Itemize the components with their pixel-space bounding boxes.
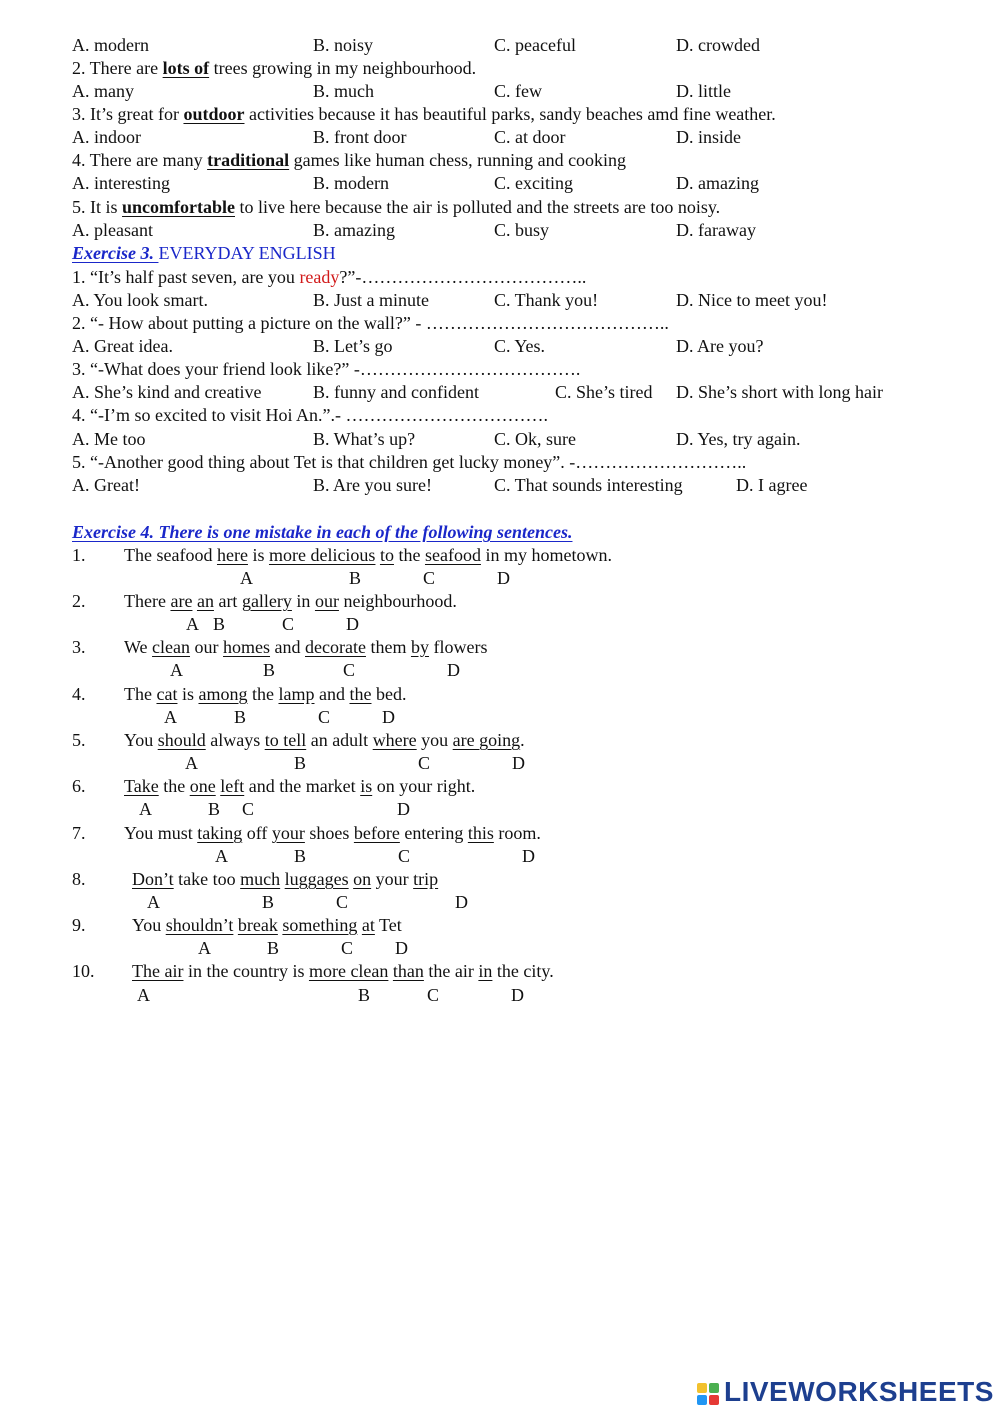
- option-c-segment: than: [392, 961, 424, 981]
- ex3-q1-option-a: A. You look smart.: [72, 290, 209, 310]
- ex4-s5-letter-a: A: [185, 753, 198, 773]
- ex2-q1-option-a: A. modern: [72, 35, 149, 55]
- option-d-segment: in: [478, 961, 493, 981]
- seg: is: [177, 684, 199, 704]
- ex4-s2-letter-c: C: [282, 614, 295, 634]
- ex2-q4-option-c: C. exciting: [494, 173, 573, 193]
- seg: neighbourhood.: [338, 591, 457, 611]
- option-b-segment: one: [189, 776, 216, 796]
- ex2-q1-option-d: D. crowded: [676, 35, 760, 55]
- ex2-q1-option-c: C. peaceful: [494, 35, 576, 55]
- ex2-question-4: [72, 149, 626, 171]
- seg: is: [247, 545, 269, 565]
- option-b-segment: break: [237, 915, 278, 935]
- ex3-q2-option-c: C. Yes.: [494, 336, 546, 356]
- option-a-segment: should: [157, 730, 206, 750]
- key-word: outdoor: [183, 104, 245, 124]
- ex2-q2-option-c: C. few: [494, 81, 542, 101]
- ex4-s9-letter-a: A: [198, 938, 211, 958]
- option-d-segment: at: [361, 915, 375, 935]
- ex4-s4-letter-b: B: [234, 707, 247, 727]
- ex2-q3-option-a: A. indoor: [72, 127, 141, 147]
- ex2-question-2: [72, 57, 476, 79]
- ex4-s6-letter-d: D: [397, 799, 410, 819]
- seg: You: [132, 915, 166, 935]
- ex4-s9-letter-b: B: [267, 938, 280, 958]
- option-d-segment: by: [410, 637, 429, 657]
- ex3-question-2: 2. “- How about putting a picture on the wall?” - …………………………………..: [72, 313, 669, 333]
- ex3-q5-option-a: A. Great!: [72, 475, 140, 495]
- ex4-s2-letter-d: D: [346, 614, 359, 634]
- ex4-s9-letter-c: C: [341, 938, 354, 958]
- option-c-segment: to: [379, 545, 394, 565]
- liveworksheets-logo-icon: [697, 1381, 721, 1407]
- option-d-segment: seafood: [424, 545, 481, 565]
- ex4-s10-letter-c: C: [427, 985, 440, 1005]
- option-b-segment: homes: [223, 637, 271, 657]
- exercise-3-title: EVERYDAY ENGLISH: [158, 243, 336, 263]
- ex4-number-8: 8.: [72, 869, 86, 889]
- seg: and: [314, 684, 350, 704]
- ex4-s5-letter-d: D: [512, 753, 525, 773]
- ex2-question-3: [72, 103, 776, 125]
- ex4-s6-letter-b: B: [208, 799, 221, 819]
- key-word: traditional: [207, 150, 290, 170]
- ex4-sentence-6: [124, 775, 475, 797]
- seg: always: [205, 730, 265, 750]
- ex4-s10-letter-b: B: [358, 985, 371, 1005]
- ex3-q3-option-c: C. She’s tired: [555, 382, 653, 402]
- option-a-segment: The air: [132, 961, 184, 981]
- ex4-number-4: 4.: [72, 684, 86, 704]
- ex4-sentence-4: [124, 683, 406, 705]
- ex3-q5-option-d: D. I agree: [736, 475, 808, 495]
- ex4-sentence-10: [132, 960, 554, 982]
- ex4-s8-letter-c: C: [336, 892, 349, 912]
- option-c-segment: before: [353, 823, 400, 843]
- ex3-q1-option-b: B. Just a minute: [313, 290, 429, 310]
- option-b-segment: more clean: [308, 961, 389, 981]
- ex3-q4-option-d: D. Yes, try again.: [676, 429, 801, 449]
- ex4-sentence-8: [132, 868, 438, 890]
- option-c-segment: gallery: [241, 591, 292, 611]
- ex4-s5-letter-c: C: [418, 753, 431, 773]
- q-text: ?”-………………………………..: [339, 267, 587, 287]
- ex4-s7-letter-b: B: [294, 846, 307, 866]
- ex4-s2-letter-b: B: [213, 614, 226, 634]
- exercise-3-label: Exercise 3.: [72, 243, 159, 263]
- ex4-s6-letter-a: A: [139, 799, 152, 819]
- ex3-question-5: 5. “-Another good thing about Tet is that children get lucky money”. -………………………..: [72, 452, 747, 472]
- ex4-s10-letter-a: A: [137, 985, 150, 1005]
- ex3-q2-option-d: D. Are you?: [676, 336, 764, 356]
- ex2-q2-option-a: A. many: [72, 81, 134, 101]
- key-word: uncomfortable: [122, 197, 235, 217]
- ex4-s3-letter-c: C: [343, 660, 356, 680]
- option-a-segment: are: [170, 591, 193, 611]
- ex4-number-7: 7.: [72, 823, 86, 843]
- ex4-sentence-2: [124, 590, 457, 612]
- seg: bed.: [371, 684, 407, 704]
- ex3-q4-option-a: A. Me too: [72, 429, 146, 449]
- option-c-segment: left: [220, 776, 245, 796]
- ex3-q1-option-c: C. Thank you!: [494, 290, 599, 310]
- ex4-number-10: 10.: [72, 961, 95, 981]
- ex3-q3-option-d: D. She’s short with long hair: [676, 382, 883, 402]
- ex4-sentence-7: [124, 822, 541, 844]
- ex4-s8-letter-b: B: [262, 892, 275, 912]
- option-d-segment: is: [360, 776, 373, 796]
- ex2-q3-option-d: D. inside: [676, 127, 741, 147]
- ex4-s2-letter-a: A: [186, 614, 199, 634]
- ex4-s7-letter-c: C: [398, 846, 411, 866]
- seg: There: [124, 591, 171, 611]
- seg: shoes: [304, 823, 354, 843]
- ex2-q4-option-a: A. interesting: [72, 173, 170, 193]
- ex4-s1-letter-d: D: [497, 568, 510, 588]
- ex3-q3-option-a: A. She’s kind and creative: [72, 382, 262, 402]
- seg: art: [213, 591, 242, 611]
- ex2-q2-option-d: D. little: [676, 81, 731, 101]
- ex4-s4-letter-d: D: [382, 707, 395, 727]
- q-text: 3. It’s great for: [72, 104, 184, 124]
- q-text: to live here because the air is polluted and the streets are too noisy.: [235, 197, 721, 217]
- ex4-s1-letter-a: A: [240, 568, 253, 588]
- q-text: games like human chess, running and cooking: [289, 150, 627, 170]
- exercise-4-heading: Exercise 4. There is one mistake in each of the following sentences.: [72, 522, 573, 542]
- ex2-question-5: [72, 196, 720, 218]
- ex4-sentence-1: [124, 544, 612, 566]
- option-a-segment: Don’t: [132, 869, 174, 889]
- seg: them: [365, 637, 411, 657]
- ex3-q4-option-c: C. Ok, sure: [494, 429, 576, 449]
- option-c-segment: lamp: [278, 684, 315, 704]
- seg: .: [520, 730, 525, 750]
- ex3-q1-option-d: D. Nice to meet you!: [676, 290, 828, 310]
- seg: We: [124, 637, 153, 657]
- seg: flowers: [428, 637, 488, 657]
- option-c-segment: luggages: [284, 869, 349, 889]
- ex4-s5-letter-b: B: [294, 753, 307, 773]
- option-b-segment: more delicious: [268, 545, 376, 565]
- ex4-s6-letter-c: C: [242, 799, 255, 819]
- seg: the: [158, 776, 190, 796]
- option-a-segment: cat: [156, 684, 178, 704]
- seg: your: [371, 869, 414, 889]
- ex2-q1-option-b: B. noisy: [313, 35, 374, 55]
- ex2-q5-option-b: B. amazing: [313, 220, 395, 240]
- seg: room.: [493, 823, 541, 843]
- option-a-segment: clean: [152, 637, 191, 657]
- option-b-segment: much: [240, 869, 281, 889]
- seg: You must: [124, 823, 198, 843]
- ex4-number-5: 5.: [72, 730, 86, 750]
- ex3-q4-option-b: B. What’s up?: [313, 429, 416, 449]
- seg: the city.: [492, 961, 554, 981]
- highlight-word: ready: [299, 267, 340, 287]
- seg: Tet: [374, 915, 402, 935]
- seg: and: [270, 637, 306, 657]
- ex4-number-1: 1.: [72, 545, 86, 565]
- ex4-number-6: 6.: [72, 776, 86, 796]
- ex2-q5-option-d: D. faraway: [676, 220, 756, 240]
- ex4-number-2: 2.: [72, 591, 86, 611]
- seg: The: [124, 684, 157, 704]
- option-b-segment: an: [196, 591, 214, 611]
- seg: an adult: [306, 730, 373, 750]
- option-b-segment: among: [198, 684, 248, 704]
- ex4-s4-letter-c: C: [318, 707, 331, 727]
- seg: and the market: [244, 776, 361, 796]
- option-a-segment: Take: [124, 776, 159, 796]
- option-b-segment: to tell: [264, 730, 307, 750]
- option-a-segment: shouldn’t: [165, 915, 234, 935]
- q-text: 2. There are: [72, 58, 163, 78]
- ex4-sentence-9: [132, 914, 402, 936]
- q-text: 4. There are many: [72, 150, 208, 170]
- ex4-s4-letter-a: A: [164, 707, 177, 727]
- ex3-question-3: 3. “-What does your friend look like?” -……………………………….: [72, 359, 581, 379]
- ex3-question-1: [72, 266, 586, 288]
- option-a-segment: taking: [197, 823, 243, 843]
- option-d-segment: our: [314, 591, 339, 611]
- seg: take too: [173, 869, 241, 889]
- seg: you: [416, 730, 453, 750]
- key-word: lots of: [162, 58, 210, 78]
- liveworksheets-brand: LIVEWORKSHEETS: [724, 1376, 994, 1407]
- ex2-q5-option-c: C. busy: [494, 220, 550, 240]
- ex3-q2-option-b: B. Let’s go: [313, 336, 393, 356]
- ex3-q2-option-a: A. Great idea.: [72, 336, 173, 356]
- ex2-q3-option-c: C. at door: [494, 127, 566, 147]
- ex4-s8-letter-d: D: [455, 892, 468, 912]
- option-d-segment: are going: [452, 730, 521, 750]
- ex4-s3-letter-a: A: [170, 660, 183, 680]
- seg: in my hometown.: [480, 545, 612, 565]
- ex4-sentence-3: [124, 636, 487, 658]
- ex4-s9-letter-d: D: [395, 938, 408, 958]
- seg: off: [242, 823, 272, 843]
- liveworksheets-logo[interactable]: [697, 1376, 994, 1410]
- q-text: 5. It is: [72, 197, 123, 217]
- option-a-segment: here: [216, 545, 248, 565]
- ex4-s3-letter-b: B: [263, 660, 276, 680]
- option-c2-segment: on: [353, 869, 372, 889]
- ex2-q4-option-d: D. amazing: [676, 173, 759, 193]
- ex2-q4-option-b: B. modern: [313, 173, 389, 193]
- option-d-segment: this: [467, 823, 494, 843]
- ex3-question-4: 4. “-I’m so excited to visit Hoi An.”.- …………………………….: [72, 405, 548, 425]
- ex4-s1-letter-b: B: [349, 568, 362, 588]
- ex4-sentence-5: [124, 729, 525, 751]
- option-d-segment: the: [349, 684, 372, 704]
- option-c-segment: decorate: [305, 637, 366, 657]
- option-b-segment: your: [271, 823, 305, 843]
- ex4-s7-letter-d: D: [522, 846, 535, 866]
- ex2-q3-option-b: B. front door: [313, 127, 407, 147]
- ex2-q2-option-b: B. much: [313, 81, 374, 101]
- seg: You: [124, 730, 158, 750]
- seg: in the country is: [183, 961, 309, 981]
- seg: in: [291, 591, 315, 611]
- ex4-s1-letter-c: C: [423, 568, 436, 588]
- ex4-number-9: 9.: [72, 915, 86, 935]
- seg: the air: [423, 961, 479, 981]
- ex2-q5-option-a: A. pleasant: [72, 220, 153, 240]
- ex4-s3-letter-d: D: [447, 660, 460, 680]
- option-c-segment: where: [372, 730, 417, 750]
- seg: our: [190, 637, 224, 657]
- ex3-q5-option-b: B. Are you sure!: [313, 475, 432, 495]
- ex3-q5-option-c: C. That sounds interesting: [494, 475, 683, 495]
- q-text: activities because it has beautiful parks, sandy beaches amd fine weather.: [244, 104, 776, 124]
- seg: entering: [399, 823, 468, 843]
- ex4-s7-letter-a: A: [215, 846, 228, 866]
- exercise-3-heading: [72, 242, 336, 264]
- ex4-s8-letter-a: A: [147, 892, 160, 912]
- q-text: 1. “It’s half past seven, are you: [72, 267, 300, 287]
- seg: The seafood: [124, 545, 217, 565]
- ex4-number-3: 3.: [72, 637, 86, 657]
- seg: the: [393, 545, 425, 565]
- option-c-segment: something: [282, 915, 358, 935]
- seg: the: [247, 684, 279, 704]
- seg: on your right.: [372, 776, 476, 796]
- q-text: trees growing in my neighbourhood.: [209, 58, 477, 78]
- ex3-q3-option-b: B. funny and confident: [313, 382, 479, 402]
- ex4-s10-letter-d: D: [511, 985, 524, 1005]
- option-d-segment: trip: [413, 869, 439, 889]
